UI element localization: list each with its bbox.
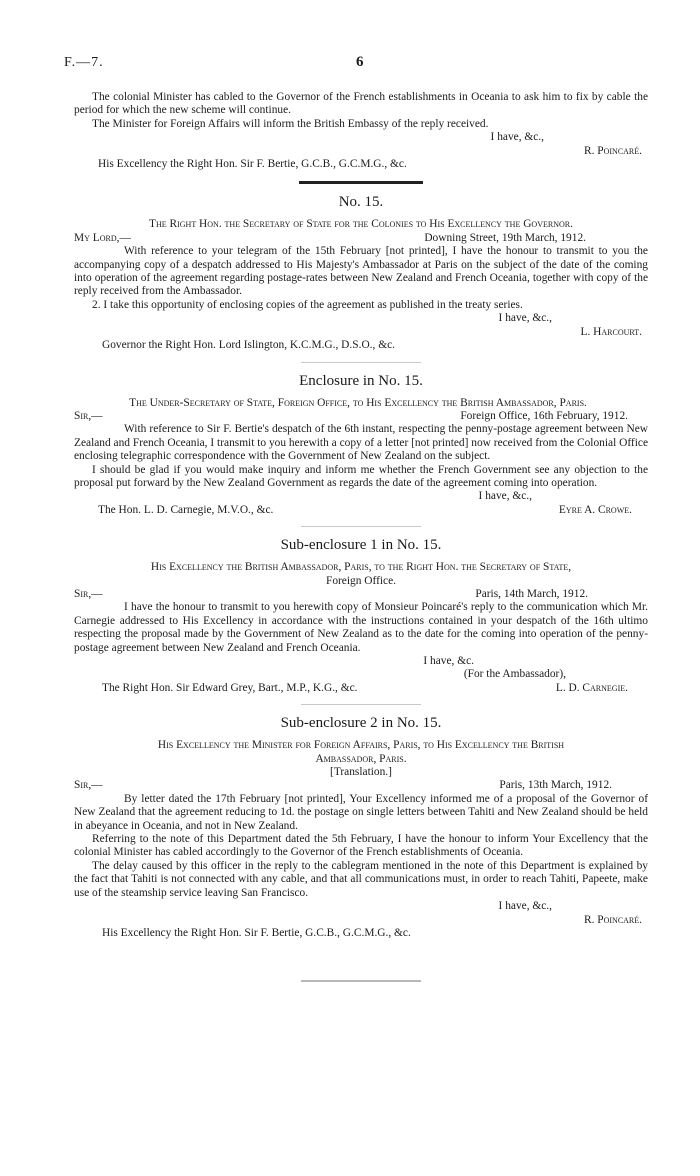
sub-enclosure-2-closing: I have, &c.,	[498, 900, 552, 913]
enclosure-salutation: Sir,—	[74, 409, 103, 422]
sub-enclosure-1-heading: Sub-enclosure 1 in No. 15.	[280, 537, 442, 554]
sub-enclosure-1-place-date: Paris, 14th March, 1912.	[475, 587, 588, 600]
sub-enclosure-1-for-line: (For the Ambassador),	[463, 668, 566, 681]
sub-enclosure-1-addressee: The Right Hon. Sir Edward Grey, Bart., M.P., K.G., &c.	[102, 681, 358, 694]
sub-enclosure-1-sign-row	[74, 682, 648, 695]
sub-enclosure-1-salutation-row	[74, 588, 648, 601]
sub-enclosure-2	[74, 714, 648, 940]
enclosure-salutation-row	[74, 410, 648, 423]
intro-paragraph-1: The colonial Minister has cabled to the Governor of the French establishments in Oceania to ask him to fix by cable the period for which the new scheme will continue.	[74, 91, 648, 117]
enclosure-signature: Eyre A. Crowe.	[558, 503, 632, 516]
sub-enclosure-1-salutation: Sir,—	[74, 587, 103, 600]
sub-enclosure-1-from-to-cont: Foreign Office.	[325, 574, 396, 587]
intro-signature: R. Poincaré.	[583, 144, 642, 157]
sub-enclosure-2-from-to: His Excellency the Minister for Foreign Affairs, Paris, to His Excellency the British	[157, 739, 565, 752]
sub-enclosure-2-from-to-cont: Ambassador, Paris.	[315, 752, 407, 765]
letter-addressee: Governor the Right Hon. Lord Islington, K.C.M.G., D.S.O., &c.	[102, 339, 395, 352]
enclosure-sign-row	[74, 504, 648, 517]
letter-no-15	[74, 193, 648, 352]
sub-enclosure-2-paragraph-1: By letter dated the 17th February [not printed], Your Excellency informed me of a proposal of the Governor of New Zealand that the agreement reducing to 1d. the postage on single letters between Tahiti and New Zealand should be held in abeyance in Oceania, and not in New Zealand.	[74, 792, 648, 832]
enclosure-from-to: The Under-Secretary of State, Foreign Office, to His Excellency the British Ambassador, Paris.	[129, 396, 587, 409]
page-header	[64, 56, 648, 76]
section-divider	[301, 704, 421, 705]
sub-enclosure-2-paragraph-2: Referring to the note of this Department dated the 5th February, I have the honour to inform Your Excellency that the colonial Minister has cabled accordingly to the Governor of the French establishments of Oceania.	[74, 833, 648, 859]
sub-enclosure-2-heading: Sub-enclosure 2 in No. 15.	[280, 715, 442, 732]
letter-closing: I have, &c.,	[498, 312, 552, 325]
page-number: 6	[356, 54, 364, 70]
sub-enclosure-2-paragraph-3: The delay caused by this officer in the reply to the cablegram mentioned in the note of this Department is explained by the fact that Tahiti is not connected with any cable, and that all communications must, in order to reach Tahiti, Papeete, make use of the steamship service leaving San Francisco.	[74, 859, 648, 899]
sub-enclosure-2-place-date: Paris, 13th March, 1912.	[499, 779, 612, 792]
enclosure-paragraph-2: I should be glad if you would make inquiry and inform me whether the French Government see any objection to the proposal put forward by the New Zealand Government as regards the date of the agreement coming into operation.	[74, 463, 648, 489]
enclosure-addressee: The Hon. L. D. Carnegie, M.V.O., &c.	[98, 503, 274, 516]
section-divider	[301, 526, 421, 527]
sub-enclosure-2-salutation-row	[74, 779, 648, 792]
letter-signature: L. Harcourt.	[580, 325, 642, 338]
enclosure-no-15	[74, 372, 648, 518]
document-id: F.—7.	[64, 55, 104, 70]
sub-enclosure-1-from-to: His Excellency the British Ambassador, Paris, to the Right Hon. the Secretary of State,	[150, 561, 572, 574]
letter-salutation-row	[74, 232, 648, 245]
intro-closing: I have, &c.,	[490, 131, 544, 144]
intro-letter	[74, 91, 648, 171]
sub-enclosure-1-paragraph-1: I have the honour to transmit to you herewith copy of Monsieur Poincaré's reply to the communication which Mr. Carnegie addressed to His Excellency in accordance with the instructions contained in your despatch of the 16th ultimo respecting the proposal made by the Government of New Zealand as to the date for the coming into operation of the penny-postage agreement between New Zealand and French Oceania.	[74, 601, 648, 654]
sub-enclosure-1-signature: L. D. Carnegie.	[555, 681, 628, 694]
letter-heading: No. 15.	[338, 194, 384, 211]
sub-enclosure-1	[74, 536, 648, 695]
letter-salutation: My Lord,—	[74, 231, 131, 244]
translation-note: [Translation.]	[330, 766, 392, 779]
letter-paragraph-2: 2. I take this opportunity of enclosing copies of the agreement as published in the treaty series.	[92, 298, 523, 311]
sub-enclosure-2-signature: R. Poincaré.	[583, 913, 642, 926]
page-end-rule	[301, 980, 421, 982]
letter-place-date: Downing Street, 19th March, 1912.	[424, 231, 586, 244]
sub-enclosure-2-salutation: Sir,—	[74, 779, 103, 792]
sub-enclosure-1-closing: I have, &c.	[423, 655, 474, 667]
enclosure-paragraph-1: With reference to Sir F. Bertie's despatch of the 6th instant, respecting the penny-postage agreement between New Zealand and French Oceania, I transmit to you herewith a copy of a letter [not printed] now received from the Colonial Office enclosing telegraphic correspondence with the Government of New Zealand on the subject.	[74, 423, 648, 463]
enclosure-heading: Enclosure in No. 15.	[299, 372, 423, 389]
enclosure-place-date: Foreign Office, 16th February, 1912.	[460, 409, 628, 422]
intro-addressee: His Excellency the Right Hon. Sir F. Bertie, G.C.B., G.C.M.G., &c.	[98, 158, 407, 171]
enclosure-closing: I have, &c.,	[478, 490, 532, 503]
section-divider	[301, 362, 421, 363]
sub-enclosure-2-addressee: His Excellency the Right Hon. Sir F. Bertie, G.C.B., G.C.M.G., &c.	[102, 926, 411, 939]
intro-paragraph-2: The Minister for Foreign Affairs will inform the British Embassy of the reply received.	[92, 117, 489, 130]
letter-paragraph-1: With reference to your telegram of the 15th February [not printed], I have the honour to transmit to you the accompanying copy of a despatch addressed to His Majesty's Ambassador at Paris on the subject of the date of the coming into operation of the agreement regarding postage-rates between New Zealand and French Oceania, together with copy of the reply received from the Ambassador.	[74, 245, 648, 298]
section-divider	[299, 181, 423, 184]
document-body	[74, 91, 648, 982]
letter-from-to: The Right Hon. the Secretary of State for the Colonies to His Excellency the Governor.	[149, 218, 573, 231]
